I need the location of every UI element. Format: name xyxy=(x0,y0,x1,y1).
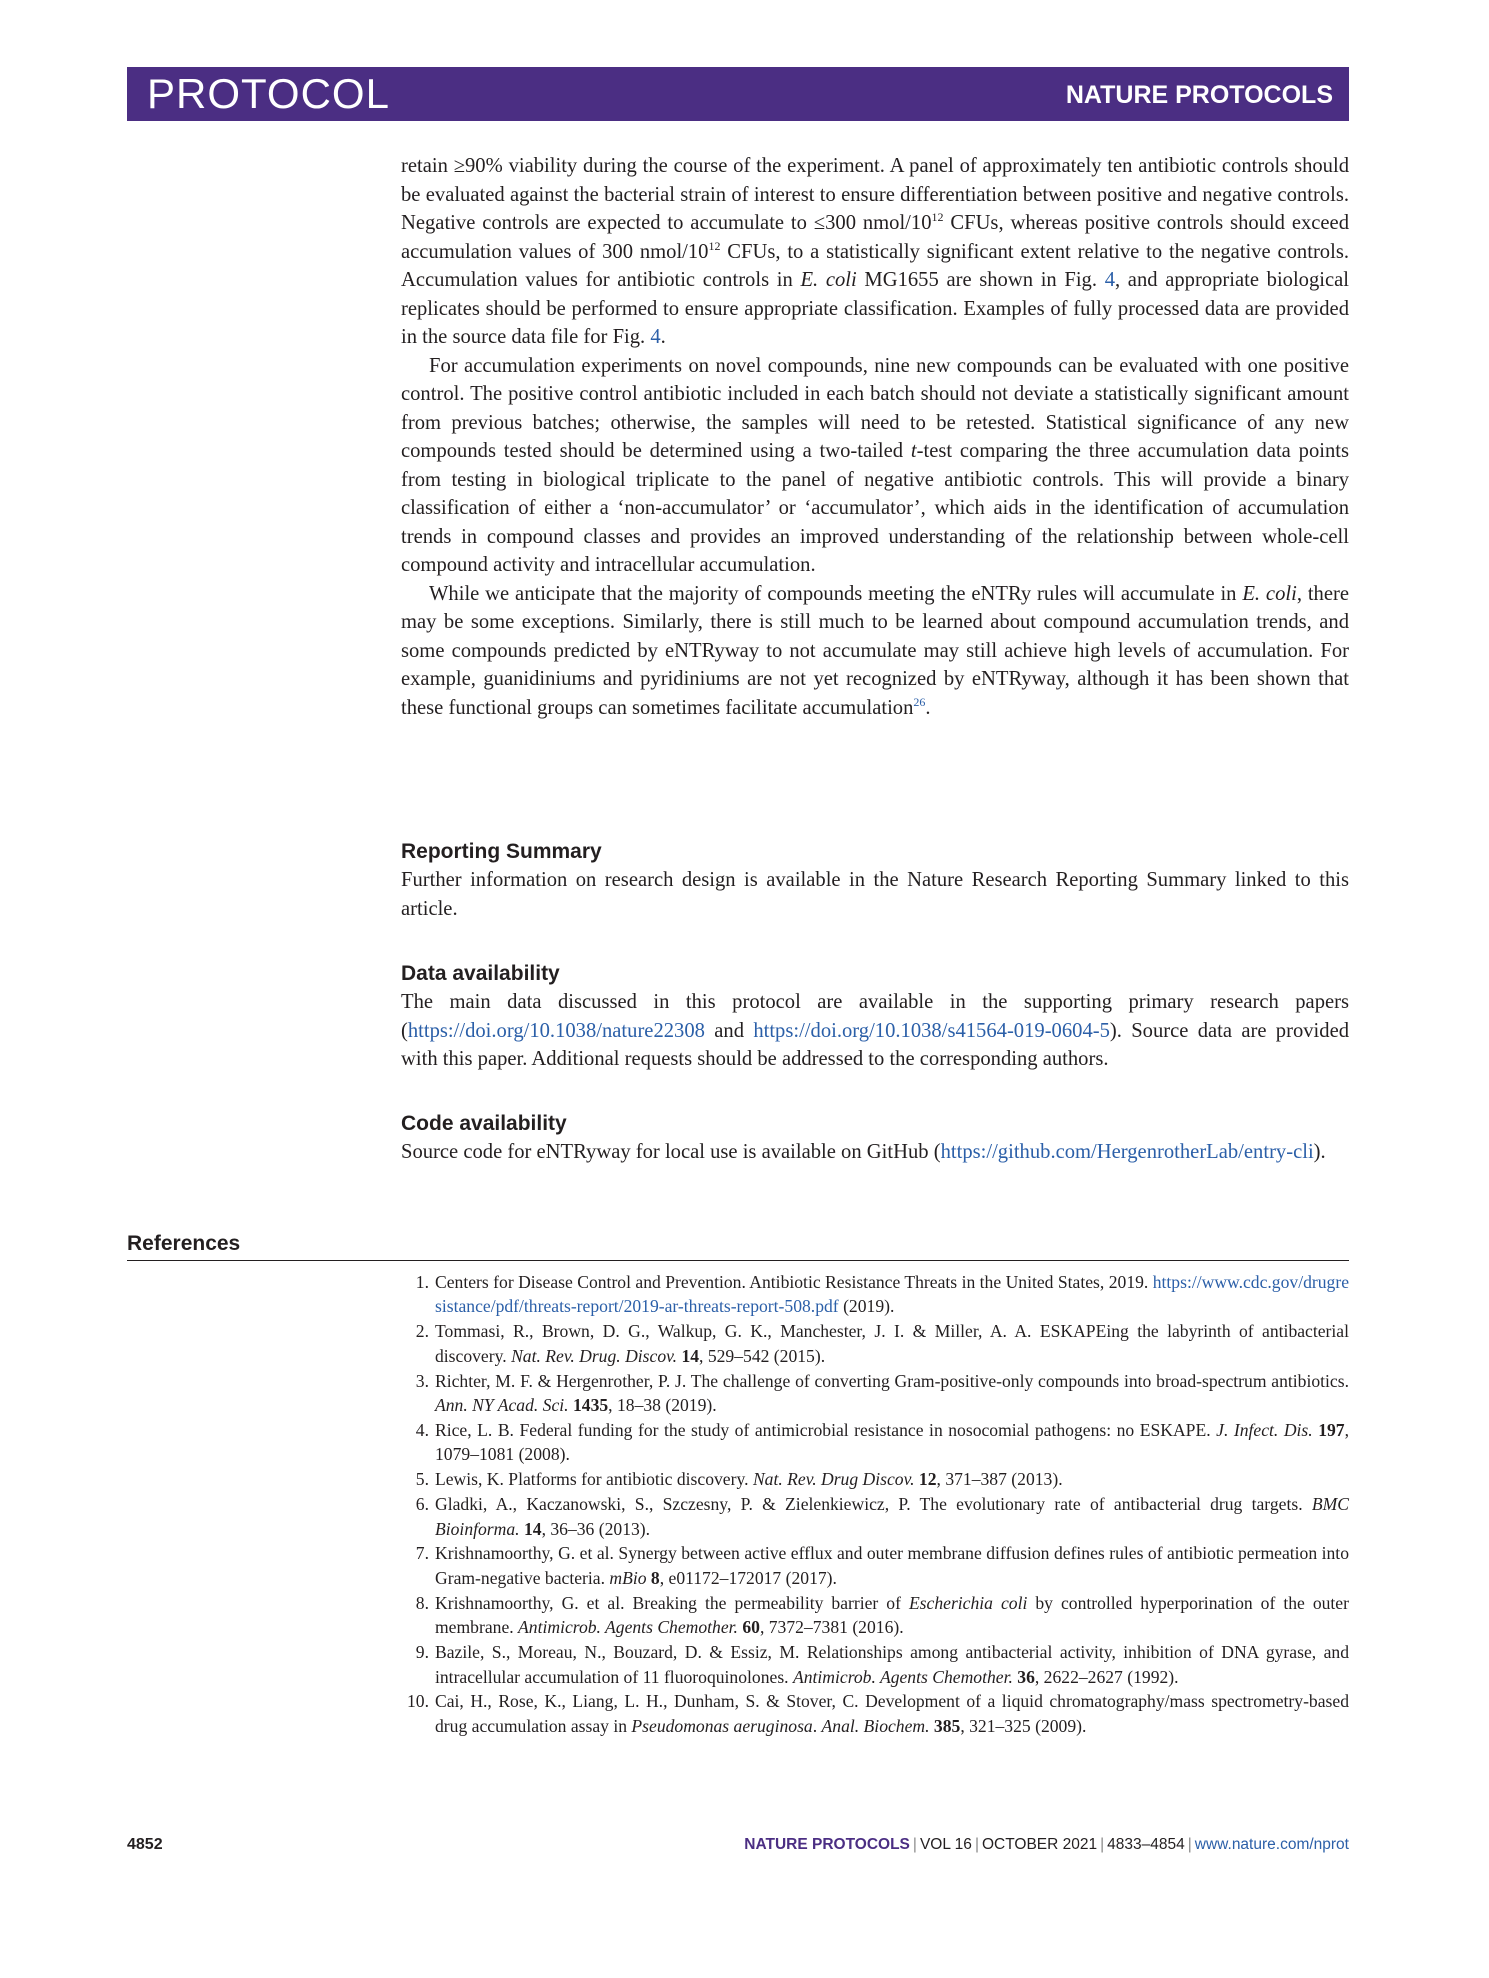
reporting-summary-heading: Reporting Summary xyxy=(401,840,602,863)
reference-item: 8. Krishnamoorthy, G. et al. Breaking the permeability barrier of Escherichia coli by controlled hyperporination of the outer membrane. Antimicrob. Agents Chemother. 60, 7372–7381 (2016). xyxy=(415,1592,1349,1638)
journal-name: NATURE PROTOCOLS xyxy=(1065,81,1333,109)
paragraph-2: For accumulation experiments on novel compounds, nine new compounds can be evaluated with one positive control. The positive control antibiotic included in each batch should not deviate a statistically significant amount from previous batches; otherwise, the samples will need to be retested. Statistical significance of any new compounds tested should be determined using a two-tailed t-test comparing the three accumulation data points from testing in biological triplicate to the panel of negative antibiotic controls. This will provide a binary classification of either a ‘non-accumulator’ or ‘accumulator’, which aids in the identification of accumulation trends in compound classes and provides an improved understanding of the relationship between whole-cell compound activity and intracellular accumulation. xyxy=(401,354,1349,576)
footer-month: OCTOBER 2021 xyxy=(981,1836,1098,1853)
references-divider xyxy=(127,1260,1349,1261)
reference-item: 2. Tommasi, R., Brown, D. G., Walkup, G. K., Manchester, J. I. & Miller, A. A. ESKAPEing the labyrinth of antibacterial discovery. Nat. Rev. Drug. Discov. 14, 529–542 (2015). xyxy=(415,1321,1349,1366)
reference-item: 6. Gladki, A., Kaczanowski, S., Szczesny, P. & Zielenkiewicz, P. The evolutionary rate of antibacterial drug targets. BMC Bioinforma. 14, 36–36 (2013). xyxy=(415,1494,1349,1539)
reference-list xyxy=(401,1270,1349,1739)
paragraph-3: While we anticipate that the majority of compounds meeting the eNTRy rules will accumulate in E. coli, there may be some exceptions. Similarly, there is still much to be learned about compound accumulation trends, and some compounds predicted by eNTRyway to not accumulate may still achieve high levels of accumulation. For example, guanidiniums and pyridiniums are not yet recognized by eNTRyway, although it has been shown that these functional groups can sometimes facilitate accumulation$^{26}$. xyxy=(401,582,1349,719)
reference-item: 4. Rice, L. B. Federal funding for the study of antimicrobial resistance in nosocomial pathogens: no ESKAPE. J. Infect. Dis. 197, 1079–1081 (2008). xyxy=(415,1419,1349,1465)
reference-link[interactable]: 26 xyxy=(913,694,926,709)
reference-item: 9. Bazile, S., Moreau, N., Bouzard, D. & Essiz, M. Relationships among antibacterial activity, inhibition of DNA gyrase, and intracellular accumulation of 11 fluoroquinolones. Antimicrob. Agents Chemother. 36, 2622–2627 (1992). xyxy=(415,1642,1349,1687)
footer-url-link[interactable]: www.nature.com/nprot xyxy=(1194,1836,1349,1853)
figure-link[interactable]: 4 xyxy=(1104,269,1115,291)
page-number: 4852 xyxy=(127,1836,163,1853)
reference-url-link[interactable]: https://www.cdc.gov/drugresistance/pdf/threats-report/2019-ar-threats-report-508.pdf xyxy=(435,1272,1349,1317)
page-footer: NATURE PROTOCOLS | VOL 16 | OCTOBER 2021 | 4833–4854 | www.nature.com/nprot xyxy=(744,1836,1349,1853)
figure-link[interactable]: 4 xyxy=(650,326,661,348)
code-availability-text: Source code for eNTRyway for local use is available on GitHub (https://github.com/HergenrotherLab/entry-cli). xyxy=(401,1141,1326,1163)
code-availability-heading: Code availability xyxy=(401,1112,567,1135)
reference-item: 5. Lewis, K. Platforms for antibiotic discovery. Nat. Rev. Drug Discov. 12, 371–387 (2013). xyxy=(415,1469,1063,1490)
data-availability-heading: Data availability xyxy=(401,962,560,985)
reference-item: 1. Centers for Disease Control and Prevention. Antibiotic Resistance Threats in the United States, 2019. https://www.cdc.gov/drugresistance/pdf/threats-report/2019-ar-threats-report-508.pdf (2019). xyxy=(415,1272,1349,1317)
main-body xyxy=(401,152,1349,722)
reference-item: 7. Krishnamoorthy, G. et al. Synergy between active efflux and outer membrane diffusion defines rules of antibiotic permeation into Gram-negative bacteria. mBio 8, e01172–172017 (2017). xyxy=(415,1543,1349,1588)
reporting-summary-text: Further information on research design is available in the Nature Research Reporting Summary linked to this article. xyxy=(401,869,1349,920)
paragraph-1: retain ≥90% viability during the course of the experiment. A panel of approximately ten antibiotic controls should be evaluated against the bacterial strain of interest to ensure differentiation between positive and negative controls. Negative controls are expected to accumulate to ≤300 nmol/$10^{12}$ CFUs, whereas positive controls should exceed accumulation values of 300 nmol/$10^{12}$ CFUs, to a statistically significant extent relative to the negative controls. Accumulation values for antibiotic controls in E. coli MG1655 are shown in Fig. 4, and appropriate biological replicates should be performed to ensure appropriate classification. Examples of fully processed data are provided in the source data file for Fig. 4. xyxy=(401,155,1349,348)
page-header xyxy=(127,67,1349,121)
doi-link-1[interactable]: https://doi.org/10.1038/nature22308 xyxy=(407,1019,705,1042)
github-link[interactable]: https://github.com/HergenrotherLab/entry-cli xyxy=(940,1141,1314,1163)
section-label: PROTOCOL xyxy=(147,70,390,117)
data-availability-text: The main data discussed in this protocol are available in the supporting primary research papers (https://doi.org/10.1038/nature22308 and https://doi.org/10.1038/s41564-019-0604-5). Source data are provided with this paper. Additional requests should be addressed to the corresponding authors. xyxy=(401,991,1350,1070)
reference-item: 10. Cai, H., Rose, K., Liang, L. H., Dunham, S. & Stover, C. Development of a liquid chromatography/mass spectrometry-based drug accumulation assay in Pseudomonas aeruginosa. Anal. Biochem. 385, 321–325 (2009). xyxy=(407,1691,1349,1736)
references-heading: References xyxy=(127,1232,241,1255)
footer-pages: 4833–4854 xyxy=(1107,1836,1185,1853)
footer-volume: VOL 16 xyxy=(919,1836,972,1853)
doi-link-2[interactable]: https://doi.org/10.1038/s41564-019-0604-5 xyxy=(753,1019,1110,1042)
reference-item: 3. Richter, M. F. & Hergenrother, P. J. The challenge of converting Gram-positive-only compounds into broad-spectrum antibiotics. Ann. NY Acad. Sci. 1435, 18–38 (2019). xyxy=(415,1370,1349,1416)
footer-journal: NATURE PROTOCOLS xyxy=(744,1836,910,1853)
